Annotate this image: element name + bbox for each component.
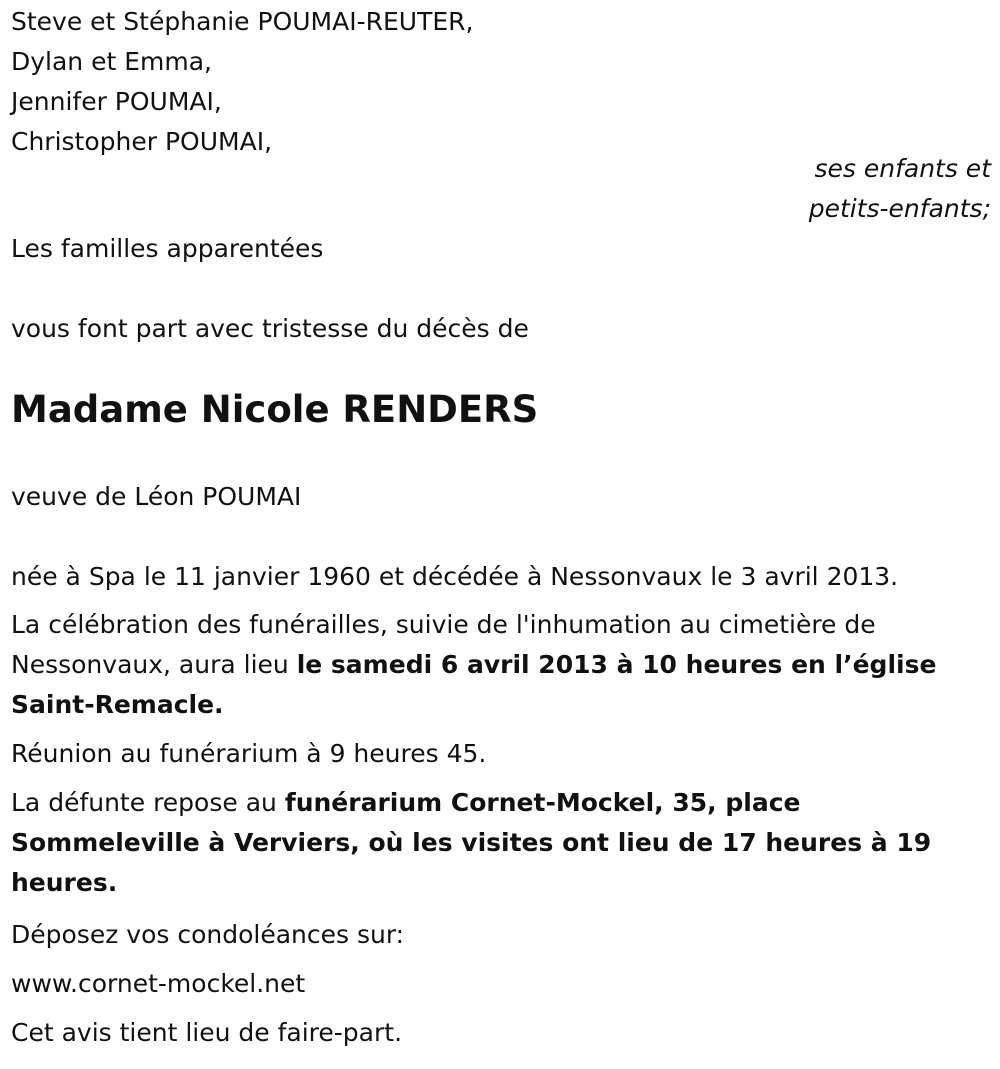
- closing-text: Cet avis tient lieu de faire-part.: [11, 1018, 403, 1047]
- rest-paragraph: [11, 783, 986, 903]
- birth-death-text: née à Spa le 11 janvier 1960 et décédée à Nessonvaux le 3 avril 2013.: [11, 562, 899, 591]
- funeral-text: La célébration des funérailles, suivie de l'inhumation au cimetière de Nessonvaux, aura lieu: [11, 610, 876, 679]
- relation-line: petits-enfants;: [808, 194, 991, 223]
- relation-block: [591, 149, 991, 229]
- relation-line: ses enfants et: [814, 154, 991, 183]
- meeting-text: Réunion au funérarium à 9 heures 45.: [11, 739, 487, 768]
- condolences-label: Déposez vos condoléances sur:: [11, 920, 405, 949]
- funeral-date-place: le samedi 6 avril 2013 à 10 heures en l’église Saint-Remacle.: [11, 650, 937, 719]
- announcement-text: vous font part avec tristesse du décès de: [11, 314, 529, 343]
- funerarium-details: funérarium Cornet-Mockel, 35, place Sommeleville à Verviers, où les visites ont lieu de 17 heures à 19 heures.: [11, 788, 932, 897]
- rest-text: La défunte repose au: [11, 788, 285, 817]
- family-line: Dylan et Emma,: [11, 47, 213, 76]
- deceased-name: Madame Nicole RENDERS: [11, 388, 539, 431]
- funeral-paragraph: [11, 605, 986, 725]
- family-line: Jennifer POUMAI,: [11, 87, 222, 116]
- related-families: Les familles apparentées: [11, 234, 324, 263]
- family-line: Steve et Stéphanie POUMAI-REUTER,: [11, 7, 474, 36]
- family-list: [11, 2, 473, 162]
- condolences-url: www.cornet-mockel.net: [11, 969, 306, 998]
- family-line: Christopher POUMAI,: [11, 127, 273, 156]
- widow-of-text: veuve de Léon POUMAI: [11, 482, 302, 511]
